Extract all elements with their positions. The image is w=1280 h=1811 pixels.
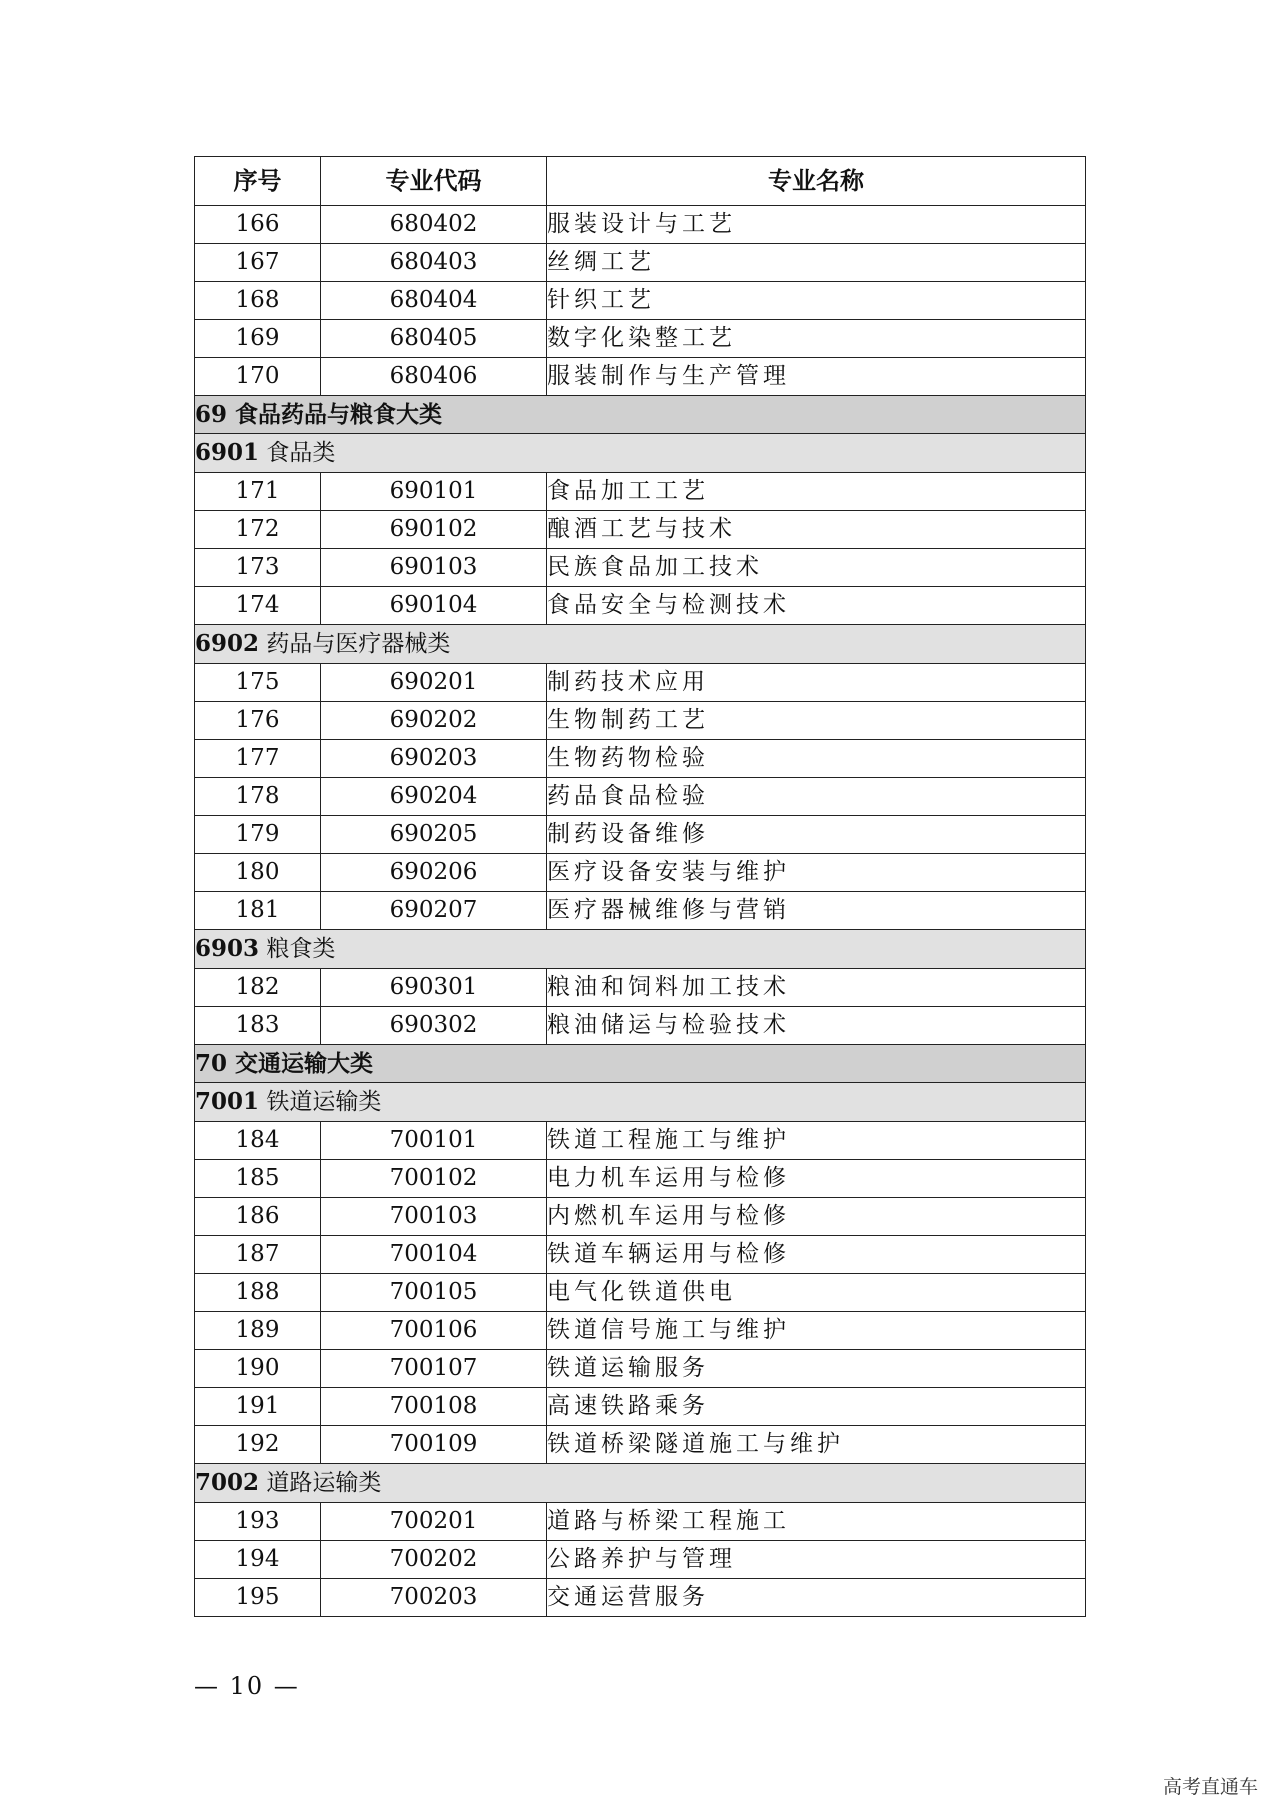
minor-category-row [195,434,1086,473]
row-major-name: 交通运营服务 [547,1579,1086,1617]
category-code: 6902 [195,630,260,657]
table-row [195,1579,1086,1617]
row-major-code: 690301 [321,969,547,1007]
header-major-code: 专业代码 [321,157,547,206]
table-row [195,1426,1086,1464]
category-label: 铁道运输类 [266,1089,382,1115]
row-serial-number: 167 [195,244,321,282]
row-major-name: 医疗设备安装与维护 [547,854,1086,892]
row-major-name: 食品加工工艺 [547,473,1086,511]
row-major-name: 丝绸工艺 [547,244,1086,282]
table-row [195,816,1086,854]
row-major-code: 690102 [321,511,547,549]
row-serial-number: 178 [195,778,321,816]
table-row [195,1350,1086,1388]
row-serial-number: 173 [195,549,321,587]
table-row [195,740,1086,778]
row-major-name: 铁道工程施工与维护 [547,1122,1086,1160]
table-row [195,244,1086,282]
row-major-code: 700102 [321,1160,547,1198]
row-serial-number: 191 [195,1388,321,1426]
row-serial-number: 186 [195,1198,321,1236]
row-serial-number: 174 [195,587,321,625]
category-label: 道路运输类 [266,1470,382,1496]
row-major-name: 公路养护与管理 [547,1541,1086,1579]
row-major-name: 铁道信号施工与维护 [547,1312,1086,1350]
row-major-name: 铁道桥梁隧道施工与维护 [547,1426,1086,1464]
row-serial-number: 172 [195,511,321,549]
table-row [195,473,1086,511]
table-row [195,511,1086,549]
table-row [195,1122,1086,1160]
minor-category-cell [195,434,1086,473]
row-major-code: 700106 [321,1312,547,1350]
row-major-code: 690204 [321,778,547,816]
table-row [195,664,1086,702]
row-serial-number: 185 [195,1160,321,1198]
table-row [195,1274,1086,1312]
row-major-code: 690207 [321,892,547,930]
row-major-code: 700103 [321,1198,547,1236]
row-major-name: 食品安全与检测技术 [547,587,1086,625]
minor-category-row [195,1083,1086,1122]
row-serial-number: 180 [195,854,321,892]
category-code: 6903 [195,935,260,962]
row-major-name: 生物制药工艺 [547,702,1086,740]
row-serial-number: 192 [195,1426,321,1464]
row-serial-number: 166 [195,206,321,244]
table-row [195,1236,1086,1274]
row-serial-number: 190 [195,1350,321,1388]
row-major-code: 690205 [321,816,547,854]
table-row [195,1160,1086,1198]
category-code: 69 [195,401,228,428]
major-category-cell [195,1045,1086,1083]
table-row [195,206,1086,244]
row-major-name: 药品食品检验 [547,778,1086,816]
row-major-name: 电气化铁道供电 [547,1274,1086,1312]
row-major-code: 700108 [321,1388,547,1426]
minor-category-cell [195,625,1086,664]
row-major-code: 680403 [321,244,547,282]
major-category-cell [195,396,1086,434]
minor-category-row [195,930,1086,969]
row-major-code: 680406 [321,358,547,396]
row-major-code: 680404 [321,282,547,320]
table-row [195,778,1086,816]
row-major-code: 700109 [321,1426,547,1464]
row-major-code: 690104 [321,587,547,625]
row-serial-number: 182 [195,969,321,1007]
row-major-code: 690206 [321,854,547,892]
row-major-name: 服装设计与工艺 [547,206,1086,244]
row-serial-number: 169 [195,320,321,358]
row-major-name: 民族食品加工技术 [547,549,1086,587]
row-serial-number: 183 [195,1007,321,1045]
table-row [195,1503,1086,1541]
category-code: 6901 [195,439,260,466]
minor-category-cell [195,1083,1086,1122]
minor-category-row [195,1464,1086,1503]
table-row [195,358,1086,396]
table-row [195,1198,1086,1236]
row-major-code: 690202 [321,702,547,740]
row-major-name: 道路与桥梁工程施工 [547,1503,1086,1541]
row-serial-number: 175 [195,664,321,702]
header-row [195,157,1086,206]
row-major-code: 690101 [321,473,547,511]
category-label: 食品类 [266,440,336,466]
row-serial-number: 187 [195,1236,321,1274]
row-serial-number: 181 [195,892,321,930]
row-major-code: 680405 [321,320,547,358]
page-number: — 10 — [194,1672,300,1700]
row-major-code: 690103 [321,549,547,587]
table-row [195,892,1086,930]
category-label: 食品药品与粮食大类 [235,401,443,428]
major-catalog-table [194,156,1086,1617]
category-code: 7002 [195,1469,260,1496]
row-serial-number: 195 [195,1579,321,1617]
row-serial-number: 188 [195,1274,321,1312]
row-serial-number: 193 [195,1503,321,1541]
row-major-name: 粮油储运与检验技术 [547,1007,1086,1045]
row-major-code: 700202 [321,1541,547,1579]
category-label: 交通运输大类 [235,1050,374,1077]
minor-category-cell [195,1464,1086,1503]
row-major-code: 690302 [321,1007,547,1045]
row-major-code: 700104 [321,1236,547,1274]
table-header [195,157,1086,206]
row-serial-number: 194 [195,1541,321,1579]
row-major-code: 700201 [321,1503,547,1541]
row-major-name: 医疗器械维修与营销 [547,892,1086,930]
table-row [195,1312,1086,1350]
row-major-name: 制药设备维修 [547,816,1086,854]
row-major-name: 服装制作与生产管理 [547,358,1086,396]
table-body [195,206,1086,1617]
row-major-code: 700107 [321,1350,547,1388]
major-category-row [195,396,1086,434]
table-row [195,282,1086,320]
row-serial-number: 177 [195,740,321,778]
row-major-name: 高速铁路乘务 [547,1388,1086,1426]
row-major-code: 690203 [321,740,547,778]
row-serial-number: 176 [195,702,321,740]
row-major-name: 铁道车辆运用与检修 [547,1236,1086,1274]
minor-category-row [195,625,1086,664]
row-major-code: 680402 [321,206,547,244]
table-row [195,1007,1086,1045]
category-label: 粮食类 [266,936,336,962]
category-code: 70 [195,1050,228,1077]
table-row [195,1388,1086,1426]
row-major-name: 制药技术应用 [547,664,1086,702]
row-serial-number: 184 [195,1122,321,1160]
row-major-name: 电力机车运用与检修 [547,1160,1086,1198]
header-major-name: 专业名称 [547,157,1086,206]
row-major-code: 700203 [321,1579,547,1617]
row-serial-number: 168 [195,282,321,320]
row-serial-number: 171 [195,473,321,511]
category-code: 7001 [195,1088,260,1115]
row-major-name: 生物药物检验 [547,740,1086,778]
row-major-name: 数字化染整工艺 [547,320,1086,358]
row-major-name: 内燃机车运用与检修 [547,1198,1086,1236]
table-row [195,587,1086,625]
table-row [195,969,1086,1007]
row-major-name: 酿酒工艺与技术 [547,511,1086,549]
table-row [195,320,1086,358]
table-row [195,702,1086,740]
category-label: 药品与医疗器械类 [266,631,451,657]
table-row [195,854,1086,892]
table-row [195,1541,1086,1579]
row-major-name: 针织工艺 [547,282,1086,320]
watermark-text: 高考直通车 [1162,1776,1258,1798]
row-serial-number: 179 [195,816,321,854]
row-serial-number: 189 [195,1312,321,1350]
row-major-name: 铁道运输服务 [547,1350,1086,1388]
major-category-row [195,1045,1086,1083]
row-major-code: 700101 [321,1122,547,1160]
table-row [195,549,1086,587]
minor-category-cell [195,930,1086,969]
header-serial-number: 序号 [195,157,321,206]
row-major-code: 690201 [321,664,547,702]
row-major-code: 700105 [321,1274,547,1312]
row-major-name: 粮油和饲料加工技术 [547,969,1086,1007]
row-serial-number: 170 [195,358,321,396]
